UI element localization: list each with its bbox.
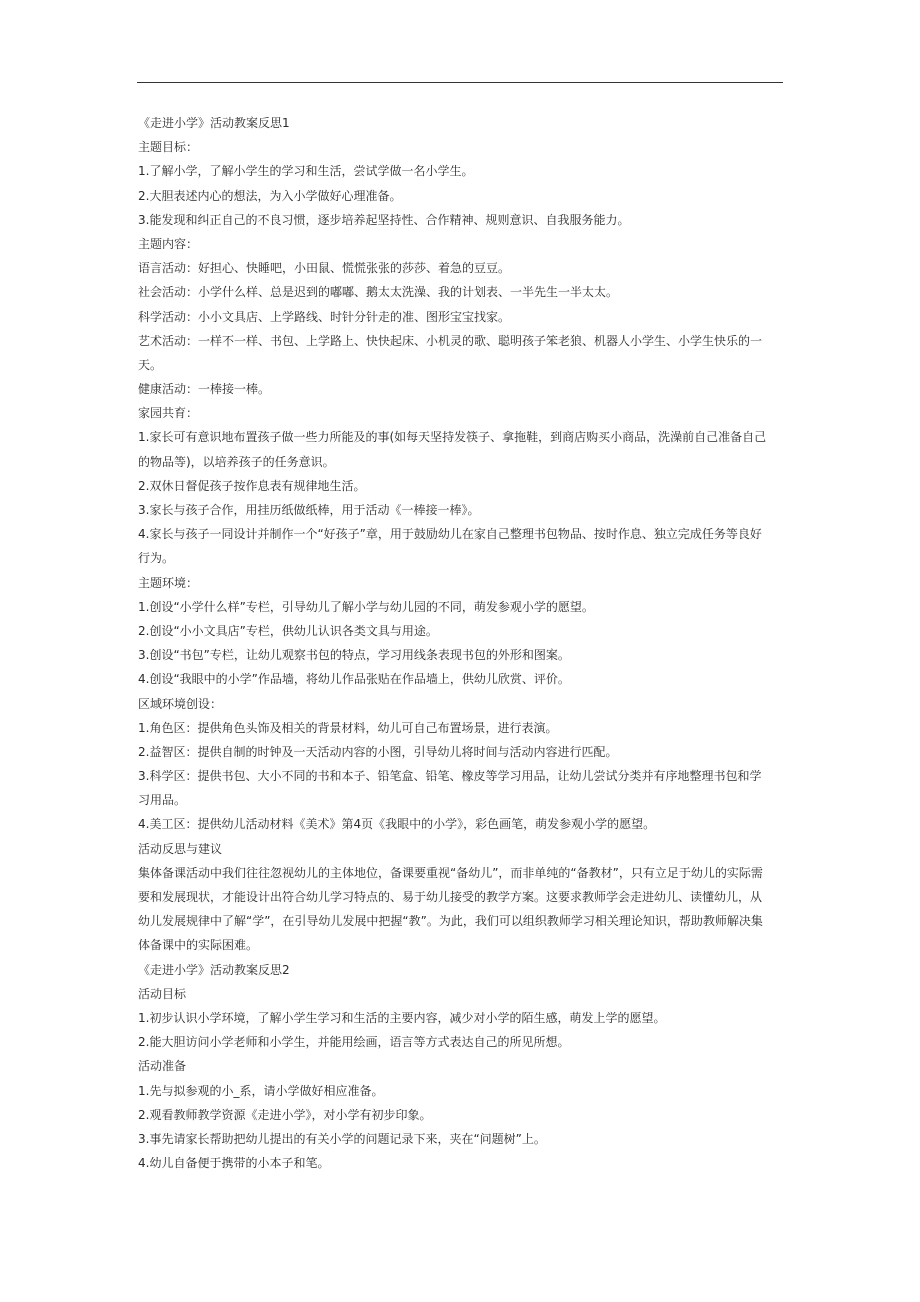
text-line: 3.能发现和纠正自己的不良习惯，逐步培养起坚持性、合作精神、规则意识、自我服务能力。 [138,212,630,227]
text-line: 天。 [138,357,163,372]
text-line: 幼儿发展规律中了解“学”，在引导幼儿发展中把握“教”。为此，我们可以组织教师学习相关理论知识，帮助教师解决集 [138,914,763,929]
text-line: 2.益智区：提供自制的时钟及一天活动内容的小图，引导幼儿将时间与活动内容进行匹配。 [138,744,618,759]
text-line: 主题内容： [138,236,199,251]
text-line: 4.创设“我眼中的小学”作品墙，将幼儿作品张贴在作品墙上，供幼儿欣赏、评价。 [138,672,570,687]
text-line: 1.了解小学，了解小学生的学习和生活，尝试学做一名小学生。 [138,164,474,179]
text-line: 3.科学区：提供书包、大小不同的书和本子、铅笔盒、铅笔、橡皮等学习用品，让幼儿尝试分类并有序地整理书包和学 [138,769,762,784]
text-line: 3.家长与孩子合作，用挂历纸做纸棒，用于活动《一棒接一棒》。 [138,503,480,517]
text-line: 2.创设“小小文具店”专栏，供幼儿认识各类文具与用途。 [138,623,438,638]
text-line: 习用品。 [138,793,187,808]
text-line: 1.创设“小学什么样”专栏，引导幼儿了解小学与幼儿园的不同，萌发参观小学的愿望。 [138,599,594,614]
text-line: 1.角色区：提供角色头饰及相关的背景材料，幼儿可自己布置场景，进行表演。 [138,720,558,735]
text-line: 艺术活动：一样不一样、书包、上学路上、快快起床、小机灵的歌、聪明孩子笨老狼、机器人小学生、小学生快乐的一 [138,333,763,348]
text-line: 社会活动：小学什么样、总是迟到的嘟嘟、鹅太太洗澡、我的计划表、一半先生一半太太。 [138,285,619,300]
text-line: 集体备课活动中我们往往忽视幼儿的主体地位，备课要重视“备幼儿”，而非单纯的“备教材”，只有立足于幼儿的实际需 [138,865,763,880]
document-body [138,111,784,1175]
text-line: 健康活动：一棒接一棒。 [138,382,271,397]
text-line: 要和发展现状，才能设计出符合幼儿学习特点的、易于幼儿接受的教学方案。这要求教师学会走进幼儿、读懂幼儿，从 [138,890,763,904]
text-line: 主题环境： [138,575,199,590]
text-line: 1.初步认识小学环境，了解小学生学习和生活的主要内容，减少对小学的陌生感，萌发上学的愿望。 [138,1010,666,1025]
text-line: 体备课中的实际困难。 [138,938,259,953]
text-line: 活动目标 [138,986,187,1001]
text-line: 3.事先请家长帮助把幼儿提出的有关小学的问题记录下来，夹在“问题树”上。 [138,1131,546,1146]
text-line: 活动准备 [138,1059,187,1074]
text-line: 的物品等)，以培养孩子的任务意识。 [138,454,335,469]
text-line: 1.先与拟参观的小_系，请小学做好相应准备。 [138,1083,384,1098]
text-line: 2.能大胆访问小学老师和小学生，并能用绘画，语言等方式表达自己的所见所想。 [138,1035,570,1050]
text-line: 主题目标： [138,140,199,155]
text-line: 2.大胆表述内心的想法，为入小学做好心理准备。 [138,188,402,203]
text-line: 4.家长与孩子一同设计并制作一个“好孩子”章，用于鼓励幼儿在家自己整理书包物品、按时作息、独立完成任务等良好 [138,527,762,542]
text-line: 4.幼儿自备便于携带的小本子和笔。 [138,1156,330,1171]
text-line: 3.创设“书包”专栏，让幼儿观察书包的特点，学习用线条表现书包的外形和图案。 [138,648,570,663]
text-line: 行为。 [138,551,175,566]
text-line: 2.双休日督促孩子按作息表有规律地生活。 [138,478,366,493]
text-line: 区域环境创设： [138,696,223,711]
text-line: 科学活动：小小文具店、上学路线、时针分针走的准、图形宝宝找家。 [138,309,511,324]
text-line: 4.美工区：提供幼儿活动材料《美术》第4页《我眼中的小学》，彩色画笔，萌发参观小学的愿望。 [138,817,656,832]
text-line: 2.观看教师教学资源《走进小学》，对小学有初步印象。 [138,1107,432,1122]
text-line: 《走进小学》活动教案反思2 [138,962,290,977]
text-line: 语言活动：好担心、快睡吧，小田鼠、慌慌张张的莎莎、着急的豆豆。 [138,261,511,276]
header-rule [137,82,783,83]
text-line: 1.家长可有意识地布置孩子做一些力所能及的事(如每天坚持发筷子、拿拖鞋，到商店购买小商品，洗澡前自己准备自己 [138,430,767,445]
text-line: 家园共育： [138,406,199,421]
text-line: 活动反思与建议 [138,841,223,856]
text-line: 《走进小学》活动教案反思1 [138,116,290,130]
